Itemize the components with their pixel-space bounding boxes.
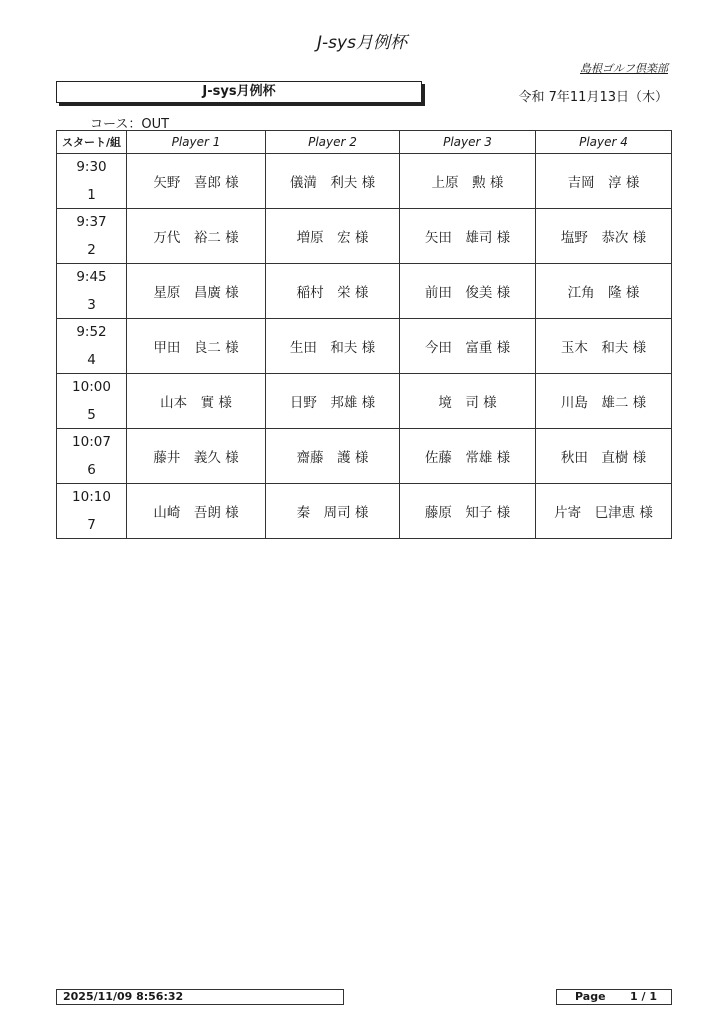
column-header-player-3: Player 3 [400,131,536,154]
club-name: 島根ゴルフ倶楽部 [580,62,668,75]
start-time: 9:45 [76,269,107,285]
player-cell: 山崎 吾朗 様 [127,484,266,539]
group-number: 5 [87,407,96,423]
player-cell: 江角 隆 様 [536,264,672,319]
page-indicator [556,989,672,1005]
group-number: 1 [87,187,96,203]
table-row [57,484,672,539]
start-time: 9:52 [76,324,107,340]
player-cell: 吉岡 淳 様 [536,154,672,209]
player-cell: 玉木 和夫 様 [536,319,672,374]
column-header-player-4: Player 4 [536,131,672,154]
group-number: 6 [87,462,96,478]
start-cell [57,209,127,264]
start-time: 10:00 [72,379,111,395]
player-cell: 稲村 栄 様 [266,264,400,319]
player-cell: 万代 裕二 様 [127,209,266,264]
event-title-box: J-sys月例杯 [56,81,422,103]
player-cell: 秦 周司 様 [266,484,400,539]
player-cell: 矢野 喜郎 様 [127,154,266,209]
player-cell: 前田 俊美 様 [400,264,536,319]
table-row [57,209,672,264]
table-row [57,319,672,374]
page-title: J-sys月例杯 [317,33,407,53]
column-header-start-group: スタート/組 [57,131,127,154]
player-cell: 佐藤 常雄 様 [400,429,536,484]
player-cell: 日野 邦雄 様 [266,374,400,429]
player-cell: 藤井 義久 様 [127,429,266,484]
player-cell: 境 司 様 [400,374,536,429]
page-number: 1 / 1 [630,990,657,1003]
course-label: コース：OUT [90,117,170,132]
player-cell: 片寄 巳津恵 様 [536,484,672,539]
player-cell: 儀満 利夫 様 [266,154,400,209]
group-number: 4 [87,352,96,368]
player-cell: 藤原 知子 様 [400,484,536,539]
page-label: Page [575,990,606,1003]
table-row [57,264,672,319]
start-time: 10:07 [72,434,111,450]
table-row [57,154,672,209]
player-cell: 秋田 直樹 様 [536,429,672,484]
print-timestamp: 2025/11/09 8:56:32 [56,989,344,1005]
start-cell [57,154,127,209]
player-cell: 山本 實 様 [127,374,266,429]
table-row [57,429,672,484]
group-number: 7 [87,517,96,533]
start-cell [57,484,127,539]
table-header-row [57,131,672,154]
player-cell: 上原 勲 様 [400,154,536,209]
player-cell: 川島 雄二 様 [536,374,672,429]
column-header-player-2: Player 2 [266,131,400,154]
player-cell: 星原 昌廣 様 [127,264,266,319]
start-time: 9:37 [76,214,107,230]
group-number: 3 [87,297,96,313]
player-cell: 増原 宏 様 [266,209,400,264]
group-number: 2 [87,242,96,258]
start-cell [57,319,127,374]
start-cell [57,374,127,429]
player-cell: 塩野 恭次 様 [536,209,672,264]
start-time: 9:30 [76,159,107,175]
table-row [57,374,672,429]
start-cell [57,429,127,484]
start-time: 10:10 [72,489,111,505]
column-header-player-1: Player 1 [127,131,266,154]
player-cell: 甲田 良二 様 [127,319,266,374]
player-cell: 生田 和夫 様 [266,319,400,374]
event-date: 令和 7年11月13日（木） [518,90,668,105]
player-cell: 矢田 雄司 様 [400,209,536,264]
player-cell: 齋藤 護 様 [266,429,400,484]
pairings-table [56,130,672,539]
start-cell [57,264,127,319]
player-cell: 今田 富重 様 [400,319,536,374]
